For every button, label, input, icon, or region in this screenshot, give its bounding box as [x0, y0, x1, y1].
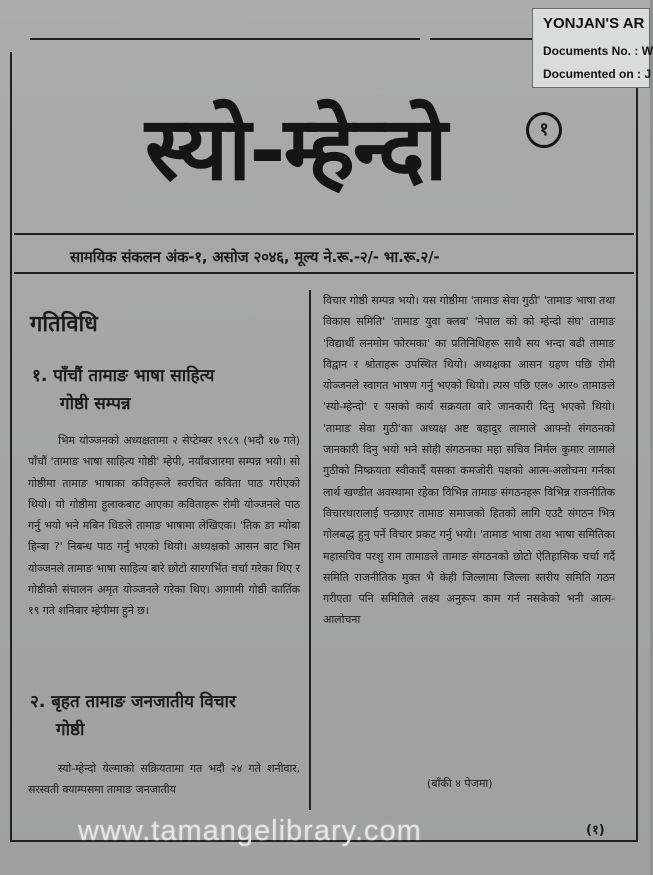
article-1-body: भिम योञ्जनको अध्यक्षतामा २ सेप्टेम्बर १९८९ (भदौ १७ गते) पाँचौं 'तामाङ भाषा साहित्य गोष्ठी' म्हेपी, नयाँबजारमा सम्पन्न भयो। सो गोष्ठीमा तामाङ भाषाका कविहरूले स्वरचित कविता पाठ गरीएको थियो। यो गोष्ठीमा हुलाकबाट आएका कविताहरू रोमी योञ्जनले पाठ गर्नु भयो भने मबिन धिङले तामाङ भाषामा लेखिएक। 'तिक ङा म्योबा हिन्बा ?' निबन्ध पाठ गर्नु भएको थियो। अध्यक्षको आसन बाट भिम योञ्जनले तामाङ भाषा साहित्य बारे छोटो सारगर्भित चर्चा गरेका थिए र गोष्ठीको संचालन अमृत योञ्जनले गरेका थिए। आगामी गोष्ठी कार्तिक १९ गते शनिबार म्हेपीमा हुने छ। — [28, 434, 300, 618]
page-number: (१) — [586, 823, 605, 838]
documented-on-value: J — [644, 67, 652, 81]
masthead-title: स्यो-म्हेन्दो — [145, 96, 446, 200]
header-rule-upper — [14, 233, 634, 235]
article-2-body-continued: विचार गोष्ठी सम्पन्न भयो। यस गोष्ठीमा 'तामाङ सेवा गुठी' 'तामाङ भाषा तथा विकास समिति' 'तामाङ युवा क्लब' 'नेपाल को को म्हेन्दो संघ' तामाङ 'विद्यार्थी लनमोम फोरमका' का प्रतिनिधिहरू साथै सय भन्दा बढी तामाङ विद्वान र श्रोताहरू उपस्थित थियो। अध्यक्षका आसन ग्रहण पछि रोमी योञ्जनले स्वागत भाषण गर्नु भएको थियो। त्यस पछि एल० आर० तामाङले 'स्यो-म्हेन्दो' र यसको कार्य सक्रयता बारे जानकारी दिनु भएको थियो। 'तामाङ सेवा गुठी'का अध्यक्ष अष्ट बहादुर लामाले आफ्नो संगठनको जानकारी दिनु भयो भने सोही संगठनका महा सचिव निर्मल कुमार लामाले गुठीको निष्क्रयता स्वीकार्दै यसका कमजोरी पक्षको आत्म-अलोचना गर्नका लार्थ खण्डीत अवस्थामा रहेका विभिन्न तामाङ संगठनहरू विभिन्न राजनीतिक विचारधारालाई पन्छाएर तामाङ समाजको हितको लागि एउटै संगठन भित्र गोलबद्ध हुनु पर्ने विचार प्रकट गर्नु भयो। 'तामाङ भाषा तथा भाषा समितिका महासचिव परशु राम तामाङले तामाङ संगठनको छोटो ऐतिहासिक चर्चा गर्दै समिति राजनीतिक मुक्त भै केही जिल्लामा जिल्ला स्तरीय समिति गठन गरीएता पनि समितिले लक्ष्य अनुरूप काम गर्न नसकेको भनी आत्म-आलोचना — [323, 294, 615, 627]
issue-details: सामयिक संकलन अंक-१, असोज २०४६, मूल्य ने.रू.-२/- भा.रू.२/- — [70, 248, 440, 266]
article-2-heading-line-2: गोष्ठी — [56, 720, 85, 740]
top-border-line — [30, 38, 420, 40]
archive-name: YONJAN'S AR — [543, 15, 645, 32]
article-2-body-start: स्यो-म्हेन्दो येल्माको सक्रियतामा गत भदौ २४ गते शनीवार, सरस्वती क्याम्पसमा तामाङ जनजातीय — [28, 762, 300, 797]
continued-note: (बाँकी ४ पेजमा) — [427, 777, 493, 790]
documents-no-value: W — [641, 44, 653, 58]
article-2-heading — [30, 688, 305, 744]
column-divider — [309, 290, 311, 810]
documents-no-label: Documents No. : — [543, 44, 639, 58]
article-1-heading — [32, 362, 302, 418]
top-border-line-right — [430, 38, 532, 40]
header-rule-lower — [14, 272, 634, 274]
documents-no-row — [543, 44, 653, 58]
documented-on-label: Documented on : — [543, 67, 641, 81]
left-border-line — [10, 52, 12, 840]
archive-stamp — [532, 8, 653, 88]
article-1-heading-line-1: १. पाँचौं तामाङ भाषा साहित्य — [32, 366, 215, 386]
website-watermark: www.tamangelibrary.com — [78, 815, 422, 847]
article-1-heading-line-2: गोष्ठी सम्पन्न — [60, 394, 131, 414]
article-2-heading-line-1: २. बृहत तामाङ जनजातीय विचार — [30, 692, 236, 712]
section-title: गतिविधि — [30, 312, 98, 337]
issue-number-badge: १ — [526, 112, 562, 148]
documented-on-row — [543, 67, 651, 81]
right-border-line — [636, 40, 638, 840]
